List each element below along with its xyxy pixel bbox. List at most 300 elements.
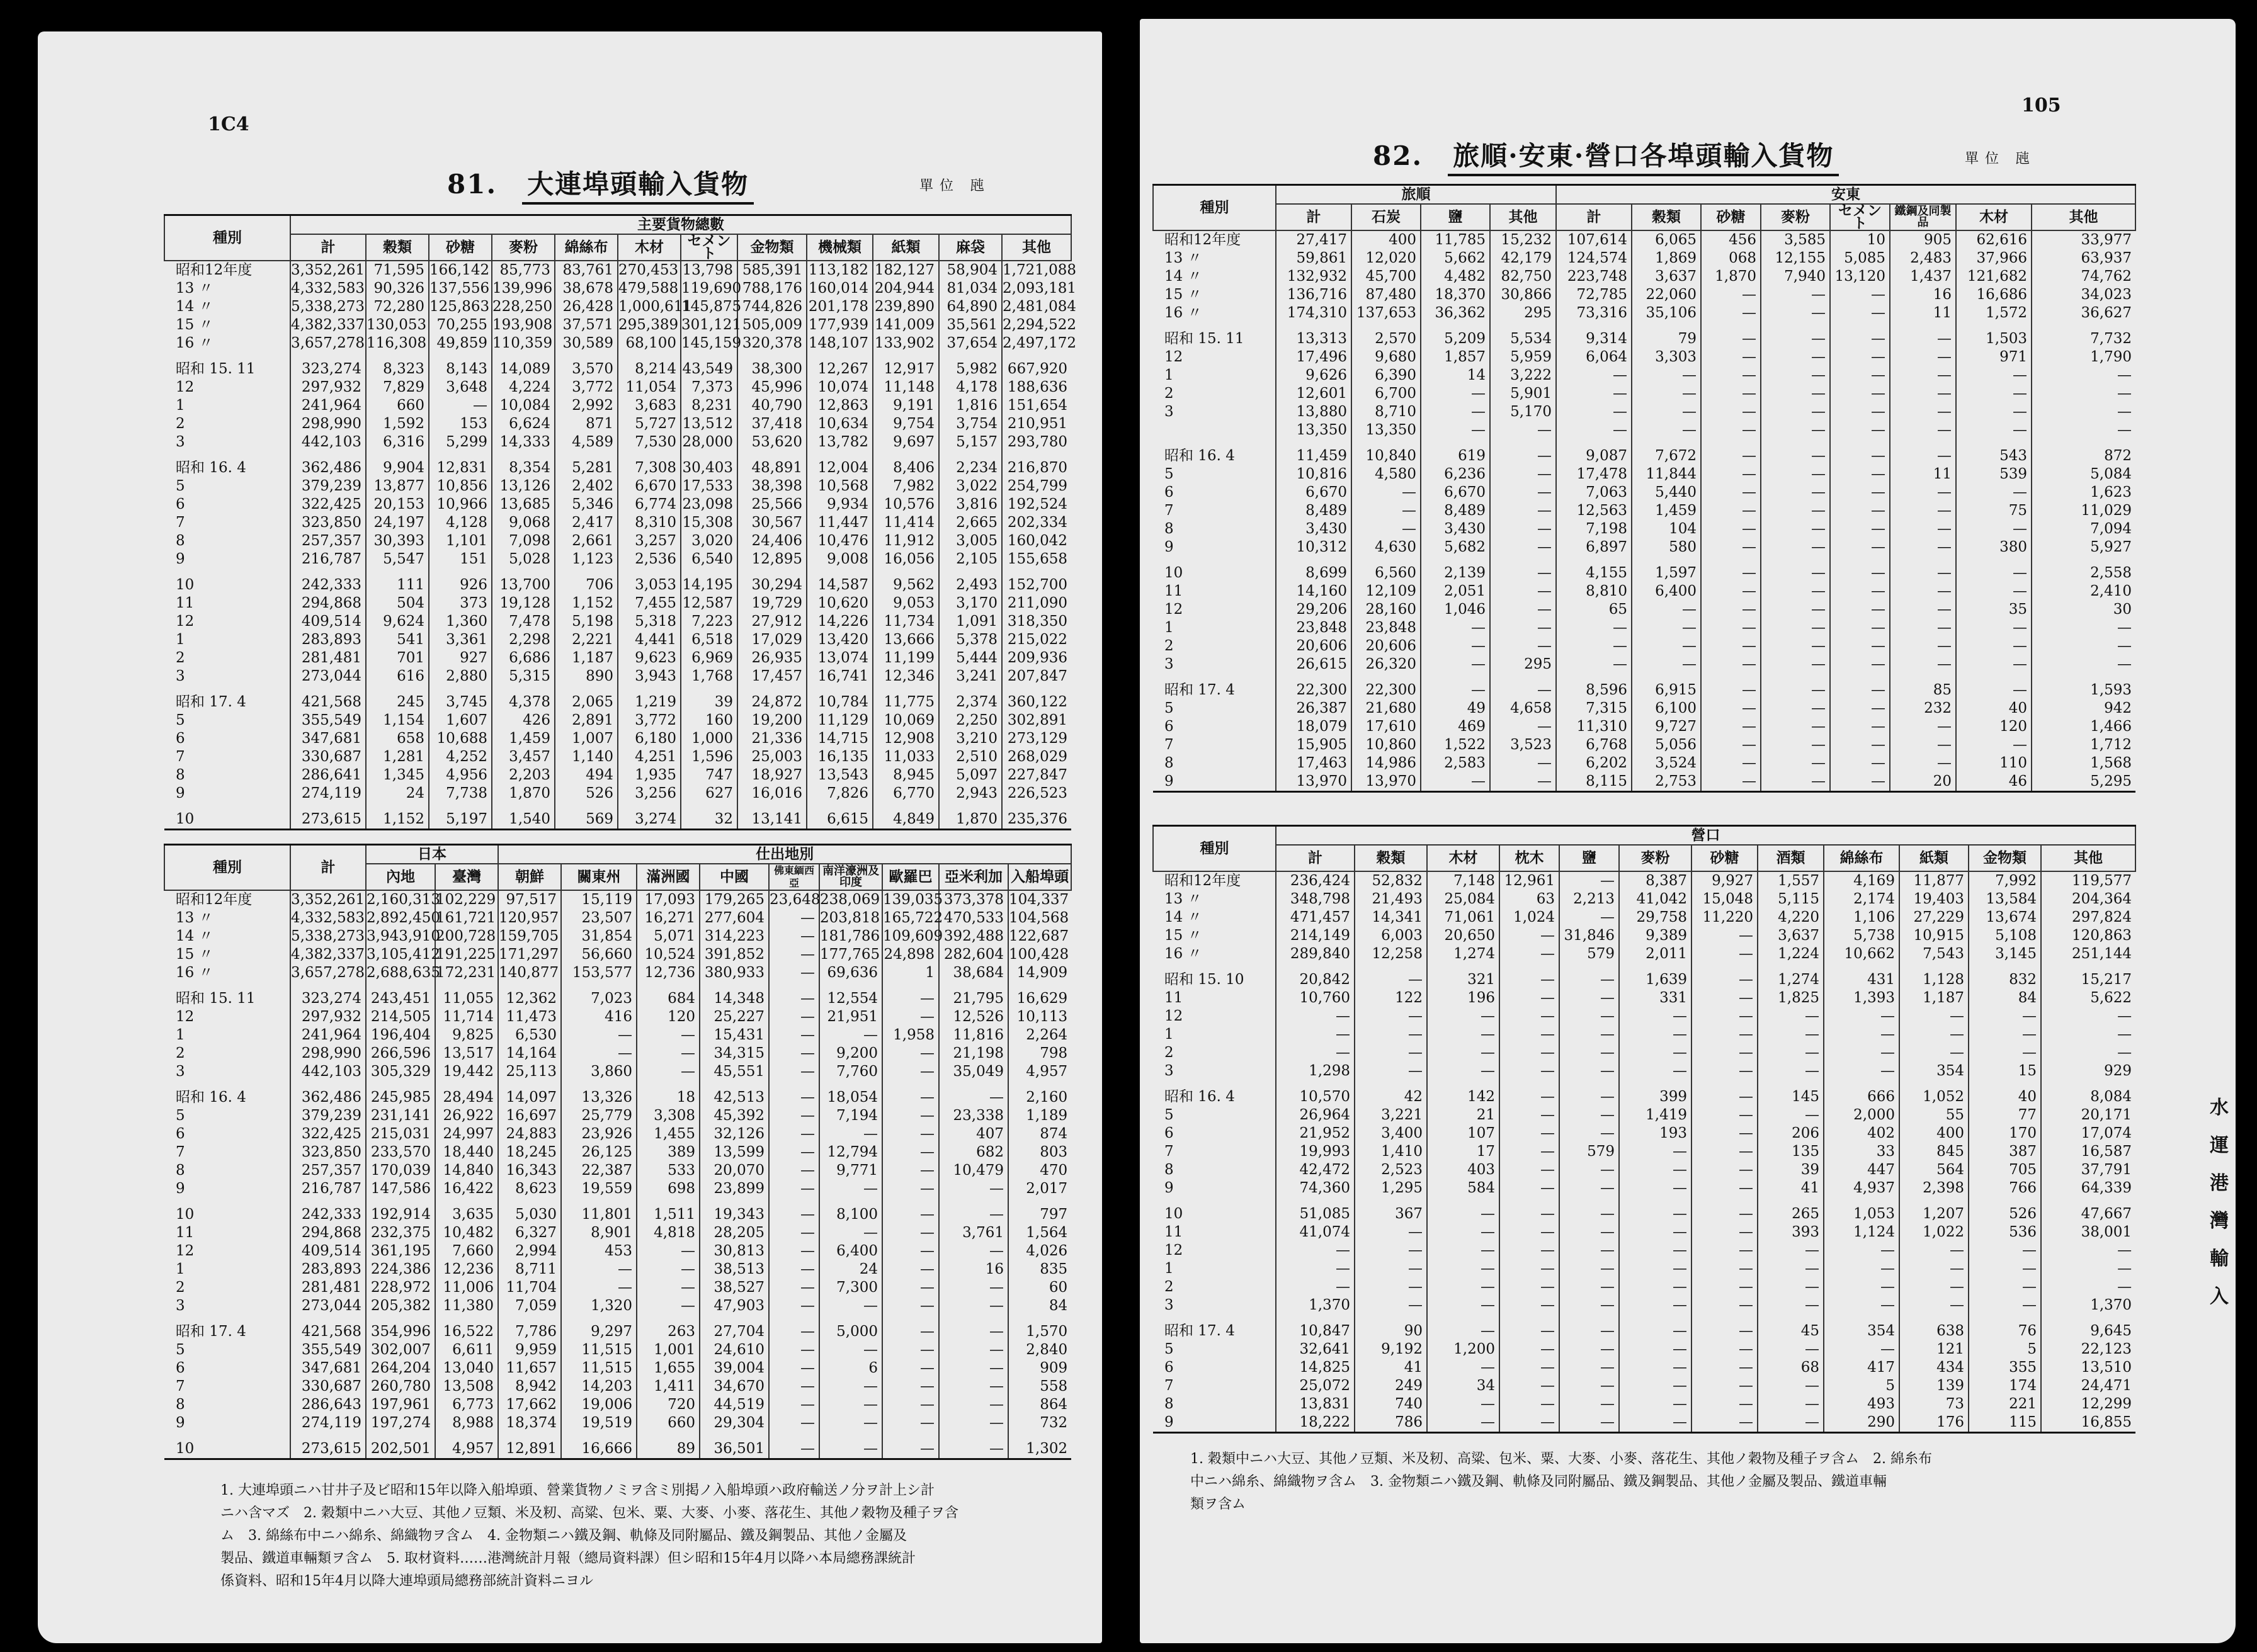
table-cell: — [882, 1260, 939, 1279]
row-label [1153, 421, 1276, 439]
table-row [164, 909, 1071, 927]
spacer-cell [1761, 674, 1830, 681]
table-cell: 9,297 [561, 1323, 637, 1341]
rt1-group-1: 安東 [1556, 185, 2135, 205]
table-cell: 6,670 [1276, 484, 1351, 502]
table-cell: 21,951 [819, 1008, 882, 1026]
table-cell: — [1559, 1242, 1619, 1260]
table-row [164, 569, 1071, 576]
table-cell: — [882, 1044, 939, 1063]
table-cell: — [882, 1378, 939, 1396]
table-cell: — [561, 1026, 637, 1044]
table-cell: 142 [1427, 1088, 1499, 1106]
row-label: 2 [176, 1045, 185, 1061]
table-row [1153, 582, 2135, 601]
table-cell: 27,912 [737, 613, 807, 631]
spacer-cell [1002, 803, 1071, 810]
table-cell: 619 [1421, 447, 1490, 465]
table-cell: 104,337 [1008, 890, 1071, 909]
note-line: ニハ含マズ 2. 穀類中ニハ大豆、其他ノ豆類、米及籾、高粱、包米、粟、大麥、小麥、落花生、其他ノ穀物及種子ヲ含 [220, 1505, 958, 1521]
table-cell: 11,704 [498, 1279, 561, 1297]
table-cell: 11,734 [873, 613, 939, 631]
table-cell: 84 [1969, 989, 2041, 1007]
table-cell: 6,390 [1351, 366, 1421, 385]
table-cell: 53,620 [737, 433, 807, 451]
table-cell: 121 [1899, 1340, 1969, 1359]
table-cell: 182,127 [873, 261, 939, 280]
table-cell: 3,635 [435, 1206, 498, 1224]
table-cell: 28,000 [681, 433, 737, 451]
table-cell: 2,174 [1824, 890, 1899, 908]
table-row [164, 711, 1071, 730]
rt1-head-col-9: セメント [1830, 204, 1890, 230]
table-cell: 34 [1427, 1377, 1499, 1395]
table-cell: — [1421, 403, 1490, 421]
table-cell: 10,479 [939, 1162, 1008, 1180]
spacer-cell [492, 569, 555, 576]
table-cell: — [1899, 1296, 1969, 1315]
table-cell: 20,153 [366, 495, 429, 514]
lt2-head-col-10: 歐羅巴 [882, 864, 939, 890]
table-cell: 9,680 [1351, 348, 1421, 366]
table-cell: 257,357 [290, 1162, 366, 1180]
table-cell: 5,727 [618, 415, 681, 433]
spacer-cell [366, 1198, 435, 1206]
row-label: 6 [176, 1360, 185, 1376]
lt1-head-col-1: 計 [290, 234, 366, 261]
table-cell: — [1701, 330, 1761, 348]
spacer-cell [882, 1315, 939, 1323]
table-cell: 7,373 [681, 378, 737, 397]
row-label: 16 〃 [176, 965, 213, 981]
table-cell: — [1701, 637, 1761, 655]
table-cell: 120 [1956, 718, 2032, 736]
table-row [1153, 1205, 2135, 1223]
table-cell: 13,831 [1276, 1395, 1355, 1413]
rt2-head-col-7: 砂糖 [1691, 845, 1758, 871]
table-cell: 17,662 [498, 1396, 561, 1414]
table-cell: — [1691, 1143, 1758, 1161]
table-cell: 34,670 [700, 1378, 769, 1396]
table-cell: 409,514 [290, 613, 366, 631]
spacer-cell [681, 686, 737, 693]
table-cell: — [939, 1359, 1008, 1378]
table-cell: — [819, 1396, 882, 1414]
table-cell: 5,662 [1421, 249, 1490, 268]
table-cell: — [1559, 1007, 1619, 1026]
table-cell: 20,171 [2041, 1106, 2135, 1124]
table-cell: — [882, 1162, 939, 1180]
table-cell: 379,239 [290, 1107, 366, 1125]
table-cell: 120,957 [498, 909, 561, 927]
table-cell: 5,209 [1421, 330, 1490, 348]
table-cell: 1,437 [1890, 268, 1956, 286]
table-cell: 584 [1427, 1179, 1499, 1197]
right-notes [1190, 1448, 2147, 1516]
table-cell: — [1619, 1205, 1691, 1223]
table-cell: 380,933 [700, 964, 769, 982]
table-cell: 70,255 [429, 316, 492, 334]
table-cell: — [882, 1224, 939, 1242]
spacer-cell [1619, 1197, 1691, 1205]
spacer-cell [1969, 1197, 2041, 1205]
table-cell: 236,424 [1276, 871, 1355, 890]
table-cell: 283,893 [290, 631, 366, 649]
table-cell: — [769, 1414, 819, 1432]
table-cell: — [2041, 1260, 2135, 1278]
spacer-cell [555, 569, 618, 576]
row-label: 2 [1164, 1279, 1174, 1295]
table-cell: 282,604 [939, 946, 1008, 964]
row-label: 昭和 17. 4 [176, 694, 246, 710]
spacer-cell [1890, 674, 1956, 681]
table-row [1153, 502, 2135, 520]
table-cell: 417 [1824, 1359, 1899, 1377]
spacer-cell [1969, 1080, 2041, 1088]
table-cell: 30,813 [700, 1242, 769, 1260]
spacer-cell [435, 1315, 498, 1323]
table-cell: 139 [1899, 1377, 1969, 1395]
row-label: 11 [1164, 583, 1183, 599]
table-cell: 18,054 [819, 1089, 882, 1107]
table-cell: — [1956, 366, 2032, 385]
table-cell: 8,100 [819, 1206, 882, 1224]
table-cell: 2,558 [2032, 564, 2135, 582]
table-cell: 286,641 [290, 766, 366, 784]
table-cell: — [1499, 1044, 1559, 1062]
table-cell: 139,035 [883, 891, 943, 908]
table-cell: 541 [366, 631, 429, 649]
table-cell: — [1830, 754, 1890, 772]
table-cell: 2,892,450 [367, 910, 441, 926]
table-cell: 874 [1008, 1125, 1071, 1143]
table-cell: 2,250 [939, 711, 1002, 730]
table-cell: — [1899, 1007, 1969, 1026]
left-table-title-text: 大連埠頭輸入貨物 [522, 169, 754, 205]
table-cell: 585,391 [737, 261, 807, 280]
table-row [164, 803, 1071, 810]
table-cell: — [1824, 1260, 1899, 1278]
table-cell: 40 [1956, 699, 2032, 718]
table-cell: — [769, 1107, 819, 1125]
table-cell: — [819, 1125, 882, 1143]
table-cell: 40 [1969, 1088, 2041, 1106]
table-cell: 7,992 [1969, 871, 2041, 890]
table-cell: 1,187 [555, 649, 618, 667]
table-cell: — [1499, 1124, 1559, 1143]
table-cell: 37,571 [555, 316, 618, 334]
table-cell: — [769, 1026, 819, 1044]
table-cell: 11,844 [1632, 465, 1701, 484]
table-cell: 1,522 [1421, 736, 1490, 754]
table-cell: 6,180 [618, 730, 681, 748]
spacer-cell [492, 353, 555, 360]
table-cell: 111 [366, 576, 429, 594]
table-cell: — [769, 1279, 819, 1297]
table-cell: — [1632, 601, 1701, 619]
table-cell: — [1427, 1026, 1499, 1044]
table-cell: 151 [429, 550, 492, 569]
table-cell: 11,414 [873, 514, 939, 532]
table-cell: 12,794 [819, 1143, 882, 1162]
table-cell: 11,054 [618, 378, 681, 397]
table-row [164, 1008, 1071, 1026]
spacer-cell [366, 353, 429, 360]
spacer-cell [1421, 674, 1490, 681]
table-cell: — [1761, 286, 1830, 304]
table-row [1153, 1007, 2135, 1026]
table-row [164, 334, 1071, 353]
table-cell: 8,710 [1351, 403, 1421, 421]
table-cell: — [1890, 637, 1956, 655]
note-line: 類ヲ含ム [1190, 1496, 1246, 1512]
table-cell: 19,519 [561, 1414, 637, 1432]
table-cell: 47,903 [700, 1297, 769, 1315]
table-cell: 5,682 [1421, 538, 1490, 557]
table-cell: 243,451 [366, 990, 435, 1008]
table-row [164, 1063, 1071, 1081]
lt1-head-col-3: 砂糖 [429, 234, 492, 261]
table-row [164, 1297, 1071, 1315]
table-cell: 12,908 [873, 730, 939, 748]
spacer-cell [1619, 1080, 1691, 1088]
spacer-cell [164, 686, 290, 693]
row-label: 16 〃 [1164, 305, 1202, 321]
table-cell: 14,160 [1276, 582, 1351, 601]
spacer-cell [1758, 1080, 1824, 1088]
table-cell: 5,318 [618, 613, 681, 631]
table-row [1153, 557, 2135, 564]
table-row [1153, 249, 2135, 268]
table-cell: 17,093 [637, 890, 700, 909]
table-cell: 137,653 [1351, 304, 1421, 322]
table-cell: 293,780 [1002, 433, 1071, 451]
spacer-cell [164, 569, 290, 576]
table-row [1153, 1161, 2135, 1179]
table-cell: — [1761, 520, 1830, 538]
spacer-cell [1956, 322, 2032, 330]
table-cell: 295,389 [618, 316, 681, 334]
table-cell: — [1691, 1359, 1758, 1377]
spacer-cell [769, 1081, 819, 1089]
spacer-cell [1956, 674, 2032, 681]
table-cell: 5,115 [1758, 890, 1824, 908]
table-cell: 82,750 [1490, 268, 1556, 286]
table-cell: — [1830, 348, 1890, 366]
table-cell: 30 [2032, 601, 2135, 619]
spacer-cell [1499, 1197, 1559, 1205]
table-cell: 10,840 [1351, 447, 1421, 465]
table-cell: 9,959 [498, 1341, 561, 1359]
rt2-head-col-8: 酒類 [1758, 845, 1824, 871]
table-cell: 15,905 [1276, 736, 1351, 754]
table-cell: 3,745 [429, 693, 492, 711]
table-cell: 41,042 [1619, 890, 1691, 908]
table-cell: 49,859 [429, 334, 492, 353]
spacer-cell [737, 803, 807, 810]
table-cell: — [1890, 601, 1956, 619]
table-cell: 9,053 [873, 594, 939, 613]
table-cell: 5,738 [1824, 927, 1899, 945]
table-cell: 13,666 [873, 631, 939, 649]
table-cell: — [1969, 1260, 2041, 1278]
table-cell: — [1761, 385, 1830, 403]
table-cell: — [1701, 754, 1761, 772]
table-cell: 73 [1899, 1395, 1969, 1413]
table-cell: 16,422 [435, 1180, 498, 1198]
table-cell: 539 [1956, 465, 2032, 484]
table-cell: 362,486 [290, 1089, 366, 1107]
spacer-cell [1153, 439, 1276, 447]
table-cell: 526 [1969, 1205, 2041, 1223]
table-cell: 864 [1008, 1396, 1071, 1414]
table-cell: — [1830, 655, 1890, 674]
row-label: 1 [1164, 1026, 1174, 1043]
table-cell: 42,472 [1276, 1161, 1355, 1179]
table-row [1153, 989, 2135, 1007]
table-cell: 8,711 [498, 1260, 561, 1279]
table-cell: — [882, 1440, 939, 1459]
table-cell: 31,846 [1559, 927, 1619, 945]
table-cell: — [882, 1125, 939, 1143]
spacer-cell [561, 982, 637, 990]
table-cell: 2,943 [939, 784, 1002, 803]
table-cell: — [1758, 1260, 1824, 1278]
spacer-cell [700, 1315, 769, 1323]
table-cell: — [1421, 637, 1490, 655]
table-cell: 2,840 [1008, 1341, 1071, 1359]
spacer-cell [819, 1432, 882, 1440]
spacer-cell [939, 451, 1002, 459]
table-cell: 5,056 [1632, 736, 1701, 754]
table-row [164, 1315, 1071, 1323]
spacer-cell [429, 686, 492, 693]
spacer-cell [1421, 557, 1490, 564]
spacer-cell [1761, 439, 1830, 447]
table-cell: — [1830, 502, 1890, 520]
table-cell: 8,699 [1276, 564, 1351, 582]
table-cell: — [882, 1063, 939, 1081]
spacer-cell [1824, 963, 1899, 971]
table-cell: 87,480 [1351, 286, 1421, 304]
table-cell: 26,935 [737, 649, 807, 667]
table-row [1153, 754, 2135, 772]
table-cell: — [1830, 484, 1890, 502]
table-cell: 17,457 [737, 667, 807, 686]
row-label: 11 [1164, 990, 1183, 1006]
spacer-cell [1008, 1081, 1071, 1089]
spacer-cell [429, 451, 492, 459]
table-cell: 3,943 [618, 667, 681, 686]
spacer-cell [492, 451, 555, 459]
row-label: 1 [176, 1027, 185, 1043]
table-cell: 26,428 [555, 298, 618, 316]
table-cell: — [1824, 1026, 1899, 1044]
table-cell: — [1701, 465, 1761, 484]
row-label: 5 [176, 1342, 185, 1358]
row-label: 10 [1164, 565, 1183, 581]
spacer-cell [1490, 322, 1556, 330]
table-cell: 41,074 [1276, 1223, 1355, 1242]
table-cell: 209,936 [1002, 649, 1071, 667]
table-cell: 8,231 [681, 397, 737, 415]
table-cell: — [1830, 286, 1890, 304]
spacer-cell [737, 686, 807, 693]
rt2-h0: 種別 [1153, 826, 1276, 872]
table-cell: 14,348 [700, 990, 769, 1008]
spacer-cell [1830, 557, 1890, 564]
table-cell: — [769, 1008, 819, 1026]
table-cell: 2,753 [1632, 772, 1701, 792]
spacer-cell [939, 686, 1002, 693]
table-cell: 2,688,635 [367, 965, 441, 981]
table-cell: — [1761, 366, 1830, 385]
table-cell: 658 [366, 730, 429, 748]
table-cell: — [1701, 619, 1761, 637]
table-cell: 5,170 [1490, 403, 1556, 421]
table-row [1153, 699, 2135, 718]
row-label: 12 [176, 379, 195, 395]
spacer-cell [1701, 322, 1761, 330]
table-cell: 3,585 [1761, 230, 1830, 249]
table-cell: 72,280 [366, 298, 429, 316]
spacer-cell [807, 803, 873, 810]
table-cell: 387 [1969, 1143, 2041, 1161]
row-label: 5 [1164, 466, 1174, 482]
table-cell: 579 [1559, 945, 1619, 963]
table-cell: 505,009 [737, 316, 807, 334]
table-cell: — [1761, 637, 1830, 655]
spacer-cell [1969, 963, 2041, 971]
table-cell: 58,904 [939, 261, 1002, 280]
spacer-cell [737, 569, 807, 576]
lt1-head-col-8: 金物類 [737, 234, 807, 261]
table-cell: 18,927 [737, 766, 807, 784]
table-cell: 6,003 [1355, 927, 1427, 945]
table-row [164, 1224, 1071, 1242]
table-cell: 786 [1355, 1413, 1427, 1433]
table-cell: 4,128 [429, 514, 492, 532]
right-table-title [1373, 135, 1839, 173]
table-cell: 3,637 [1758, 927, 1824, 945]
table-cell: — [1701, 304, 1761, 322]
table-cell: — [1956, 484, 2032, 502]
table-row [1153, 927, 2135, 945]
left-unit-label: 單位 瓲 [919, 178, 991, 194]
table-cell: — [1890, 385, 1956, 403]
table-cell: — [769, 1341, 819, 1359]
table-cell: — [1824, 1044, 1899, 1062]
table-cell: 34,315 [700, 1044, 769, 1063]
table-cell: — [1490, 421, 1556, 439]
table-cell: 25,084 [1427, 890, 1499, 908]
table-cell: 100,428 [1008, 946, 1071, 964]
spacer-cell [1153, 322, 1276, 330]
table-cell: 254,799 [1002, 477, 1071, 495]
table-row [164, 631, 1071, 649]
table-cell: — [1691, 1242, 1758, 1260]
table-cell: 494 [555, 766, 618, 784]
table-cell: 17,074 [2041, 1124, 2135, 1143]
table-cell: 18,374 [498, 1414, 561, 1432]
table-cell: 294,868 [290, 594, 366, 613]
table-cell: — [1691, 945, 1758, 963]
table-cell: 4,252 [429, 748, 492, 766]
table-row [164, 550, 1071, 569]
table-row [1153, 1359, 2135, 1377]
table-cell: 9,904 [366, 459, 429, 477]
row-label: 13 〃 [1164, 250, 1202, 266]
